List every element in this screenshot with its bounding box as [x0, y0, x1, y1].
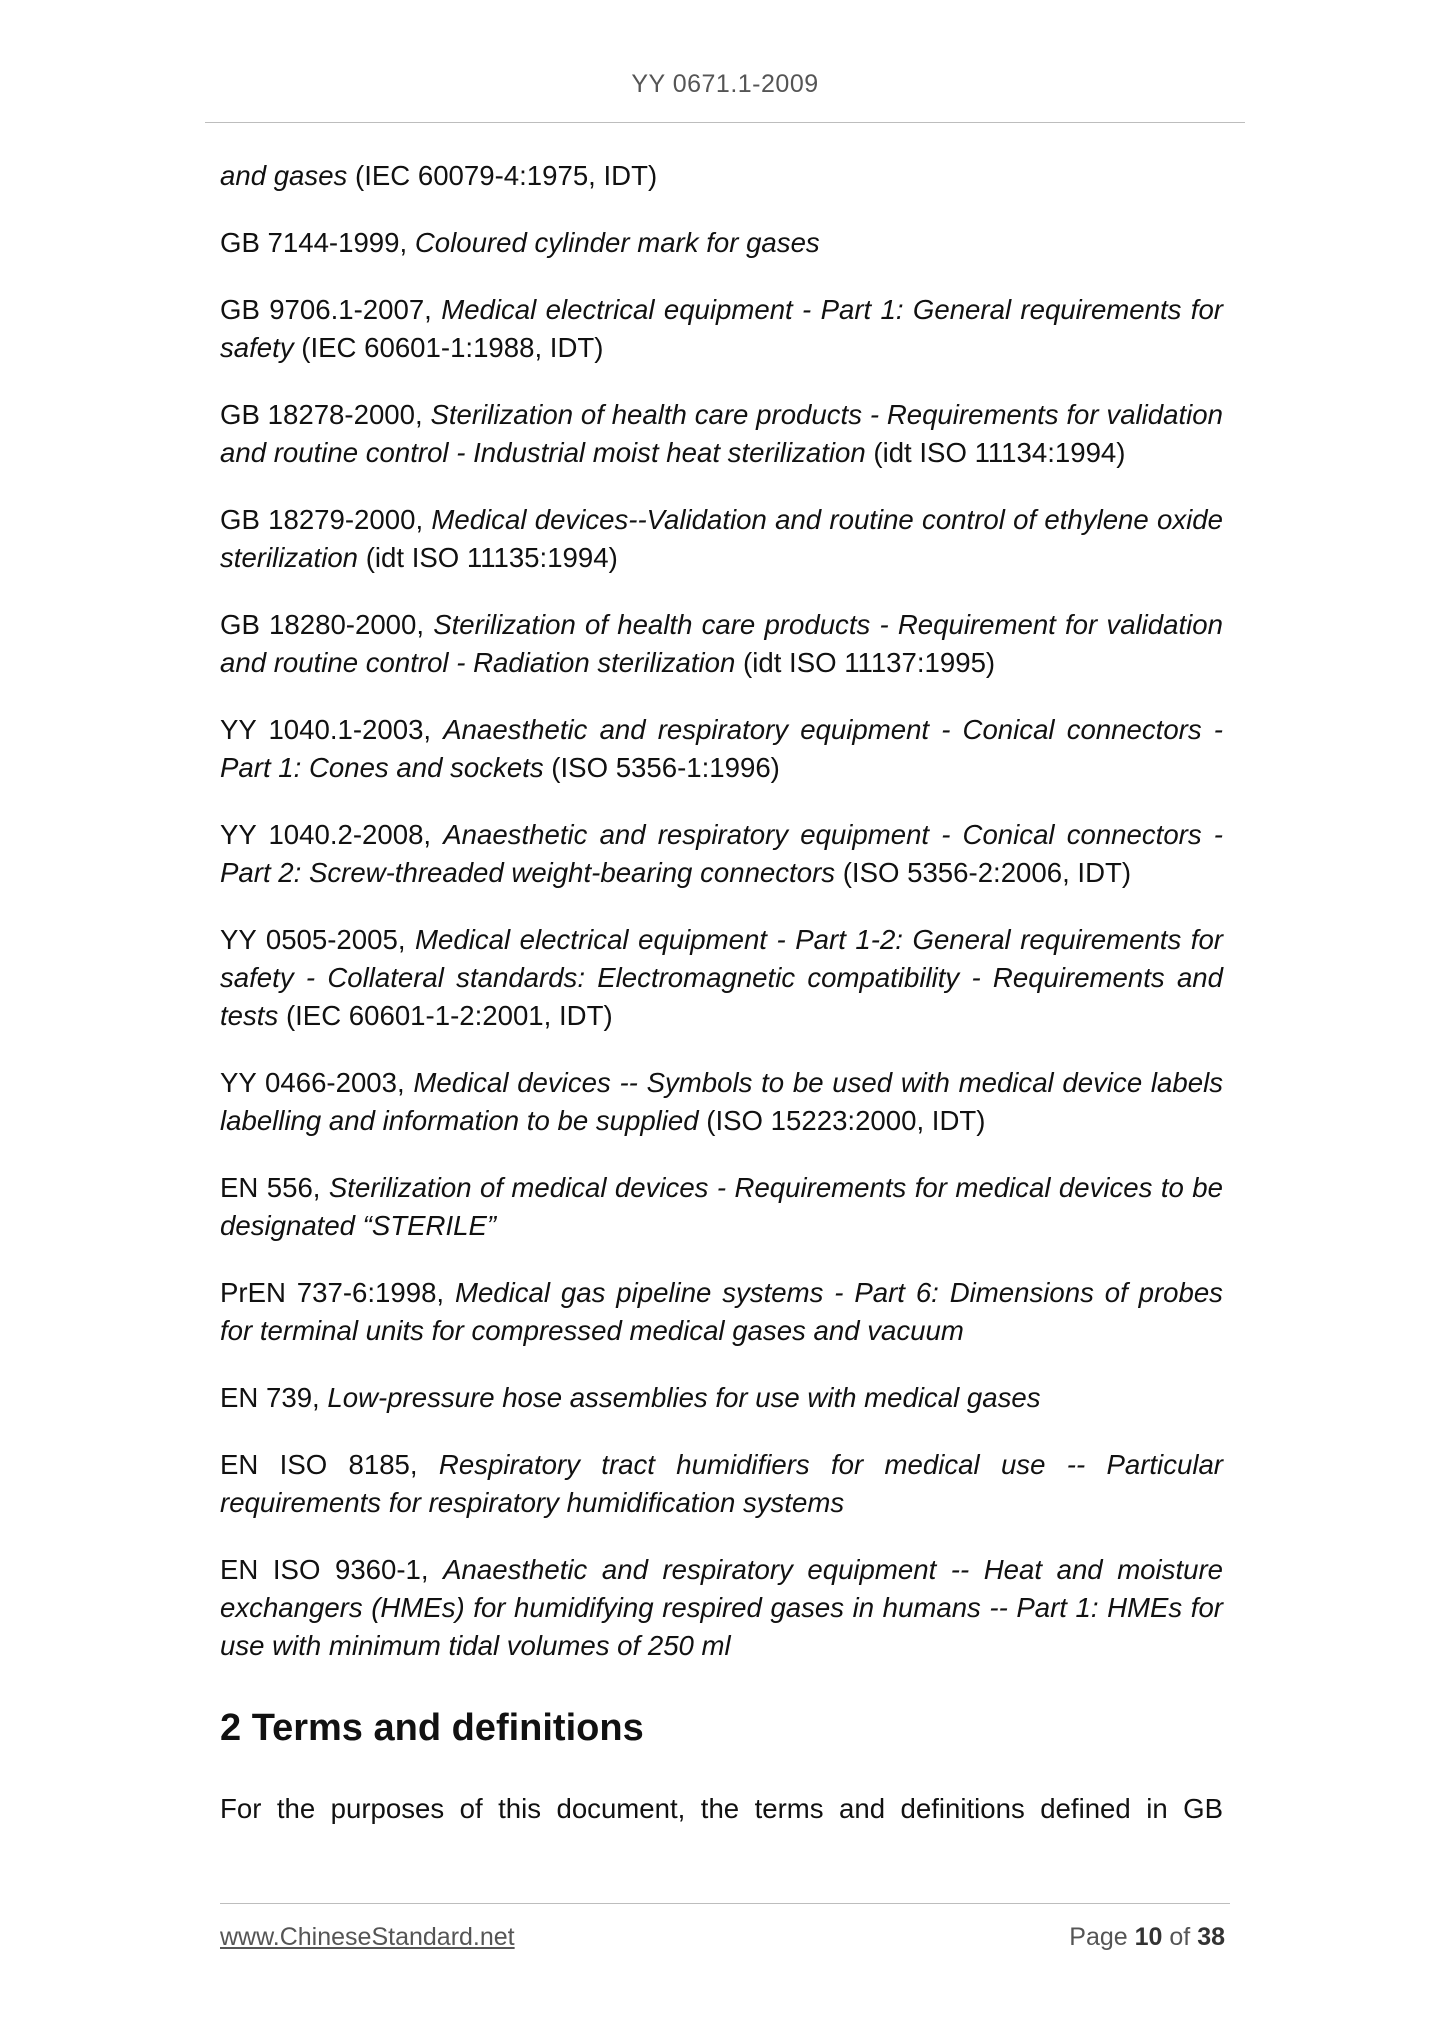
reference-entry — [220, 1274, 1223, 1350]
header-divider — [205, 122, 1245, 123]
reference-suffix: (IEC 60079-4:1975, IDT) — [347, 160, 658, 191]
reference-suffix: (ISO 5356-1:1996) — [543, 752, 780, 783]
page-total: 38 — [1197, 1923, 1225, 1951]
reference-title: Anaesthetic and respiratory equipment - Conical connectors - Part 2: Screw-threaded weight-bearing connectors — [220, 819, 1223, 888]
reference-suffix: (ISO 15223:2000, IDT) — [698, 1105, 986, 1136]
reference-code: YY 0466-2003, — [220, 1067, 414, 1098]
reference-code: GB 18278-2000, — [220, 399, 431, 430]
footer-divider — [220, 1903, 1230, 1904]
reference-code: GB 18280-2000, — [220, 609, 434, 640]
reference-entry — [220, 291, 1223, 367]
reference-title: Anaesthetic and respiratory equipment - Conical connectors - Part 1: Cones and sockets — [220, 714, 1223, 783]
reference-suffix: (idt ISO 11135:1994) — [358, 542, 618, 573]
reference-code: PrEN 737-6:1998, — [220, 1277, 455, 1308]
reference-title: Sterilization of medical devices - Requirements for medical devices to be designated “STERILE” — [220, 1172, 1223, 1241]
reference-title: Sterilization of health care products - Requirements for validation and routine control - Industrial moist heat sterilization — [220, 399, 1223, 468]
reference-title: Medical electrical equipment - Part 1-2: General requirements for safety - Collateral standards: Electromagnetic compatibility - Requirements and tests — [220, 924, 1223, 1031]
reference-title: Medical electrical equipment - Part 1: General requirements for safety — [220, 294, 1223, 363]
footer-website-link[interactable]: www.ChineseStandard.net — [220, 1923, 515, 1951]
reference-title: Anaesthetic and respiratory equipment -- Heat and moisture exchangers (HMEs) for humidifying respired gases in humans -- Part 1: HMEs for use with minimum tidal volumes of 250 ml — [220, 1554, 1223, 1661]
reference-entry — [220, 711, 1223, 787]
reference-entry — [220, 396, 1223, 472]
reference-code: EN 739, — [220, 1382, 328, 1413]
reference-entry — [220, 1169, 1223, 1245]
reference-entry — [220, 1379, 1223, 1417]
reference-code: EN ISO 9360-1, — [220, 1554, 444, 1585]
reference-suffix: (IEC 60601-1-2:2001, IDT) — [278, 1000, 613, 1031]
reference-code: EN ISO 8185, — [220, 1449, 439, 1480]
reference-code: EN 556, — [220, 1172, 329, 1203]
reference-entry — [220, 1551, 1223, 1665]
reference-entry — [220, 816, 1223, 892]
reference-code: GB 7144-1999, — [220, 227, 415, 258]
reference-entry — [220, 224, 1223, 262]
reference-entry — [220, 1446, 1223, 1522]
reference-title: and gases — [220, 160, 348, 191]
page-header-document-id: YY 0671.1-2009 — [631, 70, 819, 98]
reference-code: YY 1040.2-2008, — [220, 819, 444, 850]
reference-code: YY 1040.1-2003, — [220, 714, 444, 745]
reference-entry — [220, 501, 1223, 577]
section-paragraph: For the purposes of this document, the terms and definitions defined in GB — [220, 1793, 1223, 1824]
reference-entry — [220, 157, 1223, 195]
reference-code: GB 18279-2000, — [220, 504, 432, 535]
reference-title: Respiratory tract humidifiers for medical use -- Particular requirements for respiratory humidification systems — [220, 1449, 1223, 1518]
reference-suffix: (IEC 60601-1:1988, IDT) — [293, 332, 604, 363]
reference-title: Coloured cylinder mark for gases — [414, 227, 820, 258]
reference-title: Low-pressure hose assemblies for use with medical gases — [327, 1382, 1041, 1413]
document-body — [220, 157, 1223, 1828]
page-current: 10 — [1134, 1923, 1163, 1951]
reference-title: Medical gas pipeline systems - Part 6: Dimensions of probes for terminal units for compressed medical gases and vacuum — [220, 1277, 1223, 1346]
reference-title: Medical devices -- Symbols to be used with medical device labels labelling and information to be supplied — [220, 1067, 1223, 1136]
reference-entry — [220, 921, 1223, 1035]
reference-entry — [220, 1064, 1223, 1140]
reference-suffix: (idt ISO 11137:1995) — [735, 647, 996, 678]
page-of: of — [1162, 1923, 1198, 1951]
reference-title: Sterilization of health care products - Requirement for validation and routine control - Radiation sterilization — [220, 609, 1223, 678]
reference-code: YY 0505-2005, — [220, 924, 416, 955]
footer-page-number — [1069, 1923, 1225, 1952]
reference-suffix: (ISO 5356-2:2006, IDT) — [835, 857, 1132, 888]
reference-entry — [220, 606, 1223, 682]
section-heading: 2 Terms and definitions — [220, 1707, 644, 1749]
page-prefix: Page — [1069, 1923, 1135, 1951]
reference-title: Medical devices--Validation and routine control of ethylene oxide sterilization — [220, 504, 1223, 573]
reference-suffix: (idt ISO 11134:1994) — [865, 437, 1126, 468]
reference-code: GB 9706.1-2007, — [220, 294, 442, 325]
